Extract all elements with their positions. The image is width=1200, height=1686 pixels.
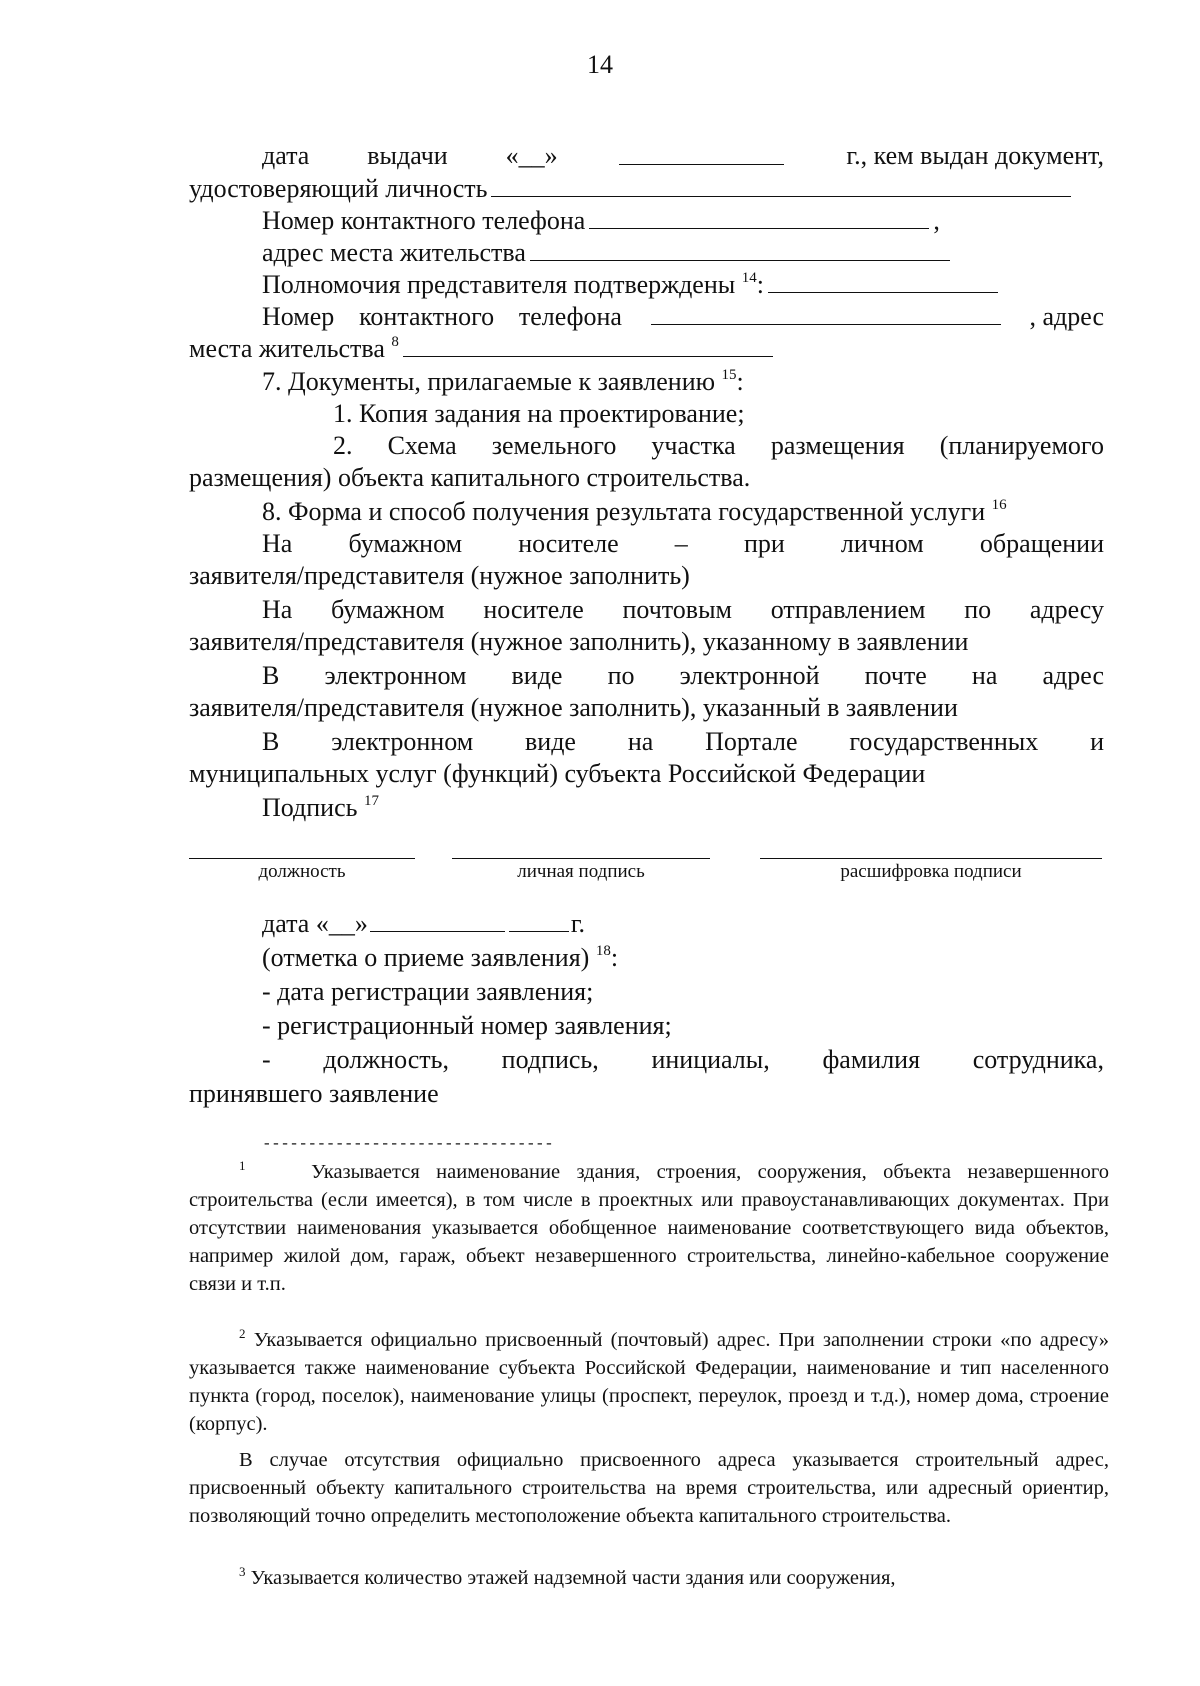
receipt-year-field[interactable]: [509, 911, 569, 932]
o4-w1: электронном: [331, 727, 474, 756]
section7-title-text: 7. Документы, прилагаемые к заявлению: [262, 367, 716, 396]
position-field[interactable]: [189, 857, 415, 859]
authority-line: [262, 268, 1002, 301]
phone-label-1: Номер контактного телефона: [262, 206, 586, 235]
o1-w4: при: [743, 529, 785, 558]
o3-w1: электронном: [324, 661, 467, 690]
receipt-item1: - дата регистрации заявления;: [262, 977, 594, 1006]
section8-ref: 16: [991, 497, 1007, 513]
section8-title-text: 8. Форма и способ получения результата государственной услуги: [262, 497, 986, 526]
address-label-2: места жительства: [189, 334, 385, 363]
position-label: должность: [258, 861, 346, 882]
footnote-1: [189, 1158, 1109, 1298]
o2-w1: бумажном: [331, 595, 445, 624]
section7-item1: 1. Копия задания на проектирование;: [333, 399, 745, 428]
issue-issued-by: г., кем выдан документ,: [846, 141, 1104, 170]
issue-word-date: дата: [262, 141, 310, 170]
issue-month-field[interactable]: [619, 140, 784, 165]
issue-day-field[interactable]: «__»: [505, 141, 558, 170]
receipt-date-suffix: г.: [570, 909, 586, 938]
decoding-field[interactable]: [760, 857, 1102, 859]
identity-doc-field[interactable]: [491, 172, 1071, 197]
o4-w0: В: [262, 727, 280, 756]
o1-w1: бумажном: [348, 529, 463, 558]
option1-cont: заявителя/представителя (нужное заполнить): [189, 561, 690, 590]
section7-item2: [333, 430, 1104, 462]
receipt-colon: :: [610, 943, 619, 972]
receipt-item2: - регистрационный номер заявления;: [262, 1011, 672, 1040]
footnote-2: [189, 1326, 1109, 1438]
section7-item2-cont: размещения) объекта капитального строительства.: [189, 463, 751, 492]
s7i2-w5: (планируемого: [939, 431, 1104, 460]
footnote-2-ref: 2: [239, 1326, 246, 1341]
receipt-item3-cont: принявшего заявление: [189, 1079, 439, 1108]
o3-w6: на: [971, 661, 998, 690]
phone-line-2: [262, 300, 1104, 333]
o1-w3: –: [674, 529, 688, 558]
o1-w0: На: [262, 529, 293, 558]
address-line-1: [262, 236, 954, 269]
signature-ref: 17: [363, 793, 379, 809]
o1-w2: носителе: [518, 529, 619, 558]
o4-w5: государственных: [849, 727, 1039, 756]
address-line-2: [189, 332, 777, 365]
phone2-w4: , адрес: [1029, 302, 1104, 331]
o2-w6: адресу: [1029, 595, 1104, 624]
receipt-mark-text: (отметка о приеме заявления): [262, 943, 590, 972]
identity-doc-line: [189, 172, 1075, 205]
option3: [262, 660, 1104, 692]
o4-w3: на: [627, 727, 654, 756]
phone-line-1: [262, 204, 940, 237]
footnote-separator: --------------------------------: [262, 1135, 554, 1153]
address-label-1: адрес места жительства: [262, 238, 526, 267]
receipt-month-field[interactable]: [370, 911, 505, 932]
receipt-item3: [262, 1044, 1104, 1076]
o2-w0: На: [262, 595, 293, 624]
s7i2-w4: размещения: [770, 431, 905, 460]
o3-w4: электронной: [679, 661, 820, 690]
r3-w1: должность,: [323, 1045, 449, 1074]
r3-w2: подпись,: [501, 1045, 599, 1074]
option2: [262, 594, 1104, 626]
address-field-2[interactable]: [403, 332, 773, 357]
section7-title: [262, 366, 744, 398]
phone-field-2[interactable]: [651, 300, 1001, 325]
phone2-w2: контактного: [359, 302, 495, 331]
receipt-date-prefix: дата «__»: [262, 909, 368, 938]
address-ref: 8: [391, 334, 399, 350]
r3-w5: сотрудника,: [972, 1045, 1104, 1074]
identity-doc-label: удостоверяющий личность: [189, 174, 488, 203]
page-number: 14: [587, 50, 613, 79]
o2-w4: отправлением: [770, 595, 926, 624]
section7-ref: 15: [721, 367, 737, 383]
s7i2-w1: Схема: [387, 431, 457, 460]
footnote-2-text: Указывается официально присвоенный (почтовый) адрес. При заполнении строки «по адресу» указывается также наименование субъекта Российской Федерации, наименование и тип населенного пункта (город, поселок), наименование улицы (проспект, переулок, проезд и т.д.), номер дома, строение (корпус).: [189, 1329, 1109, 1435]
phone-field-1[interactable]: [589, 204, 929, 229]
option4-cont: муниципальных услуг (функций) субъекта Российской Федерации: [189, 759, 926, 788]
o3-w3: по: [607, 661, 635, 690]
o1-w6: обращении: [979, 529, 1104, 558]
signature-field[interactable]: [452, 857, 710, 859]
receipt-mark-line: [262, 942, 618, 974]
o3-w2: виде: [511, 661, 563, 690]
o4-w2: виде: [525, 727, 576, 756]
s7i2-w2: земельного: [491, 431, 617, 460]
phone2-w3: телефона: [518, 302, 622, 331]
footnote-3: [189, 1564, 1109, 1592]
r3-w3: инициалы,: [651, 1045, 770, 1074]
o3-w5: почте: [864, 661, 927, 690]
section7-colon: :: [736, 367, 744, 396]
authority-colon: :: [756, 270, 764, 299]
o4-w4: Портале: [705, 727, 798, 756]
o2-w3: почтовым: [622, 595, 733, 624]
address-field-1[interactable]: [530, 236, 950, 261]
footnote-3-ref: 3: [239, 1564, 246, 1579]
o2-w5: по: [964, 595, 992, 624]
s7i2-w3: участка: [651, 431, 736, 460]
issue-word-issue: выдачи: [367, 141, 448, 170]
o4-w6: и: [1090, 727, 1104, 756]
authority-ref: 14: [741, 270, 757, 286]
footnote-1-ref: 1: [239, 1158, 246, 1173]
receipt-ref: 18: [595, 943, 611, 959]
section8-title: [262, 496, 1007, 528]
option1: [262, 528, 1104, 560]
footnote-2-cont-text: В случае отсутствия официально присвоенного адреса указывается строительный адрес, присвоенный объекту капитального строительства на время строительства, или адресный ориентир, позволяющий точно определить местоположение объекта капитального строительства.: [189, 1449, 1109, 1527]
o1-w5: личном: [840, 529, 924, 558]
option3-cont: заявителя/представителя (нужное заполнить), указанный в заявлении: [189, 693, 958, 722]
o3-w0: В: [262, 661, 280, 690]
o3-w7: адрес: [1042, 661, 1104, 690]
phone-comma: ,: [933, 206, 940, 235]
footnote-3-text: Указывается количество этажей надземной части здания или сооружения,: [250, 1567, 896, 1589]
receipt-date-line: [262, 908, 585, 940]
r3-w4: фамилия: [822, 1045, 921, 1074]
issue-date-line: [262, 140, 1104, 172]
authority-label: Полномочия представителя подтверждены: [262, 270, 736, 299]
decoding-label: расшифровка подписи: [840, 861, 1022, 882]
option2-cont: заявителя/представителя (нужное заполнить), указанному в заявлении: [189, 627, 969, 656]
o2-w2: носителе: [483, 595, 584, 624]
signature-label: личная подпись: [517, 861, 645, 882]
option4: [262, 726, 1104, 758]
authority-field[interactable]: [768, 268, 998, 293]
footnote-1-text: Указывается наименование здания, строения, сооружения, объекта незавершенного строительства (если имеется), в том числе в проектных или правоустанавливающих документах. При отсутствии наименования указывается обобщенное наименование соответствующего вида объектов, например жилой дом, гараж, объект незавершенного строительства, линейно-кабельное сооружение связи и т.п.: [189, 1161, 1109, 1295]
signature-title: [262, 792, 379, 824]
s7i2-w0: 2.: [333, 431, 353, 460]
phone2-w1: Номер: [262, 302, 335, 331]
r3-w0: -: [262, 1045, 271, 1074]
signature-title-text: Подпись: [262, 793, 358, 822]
footnote-2-continued: [189, 1446, 1109, 1530]
